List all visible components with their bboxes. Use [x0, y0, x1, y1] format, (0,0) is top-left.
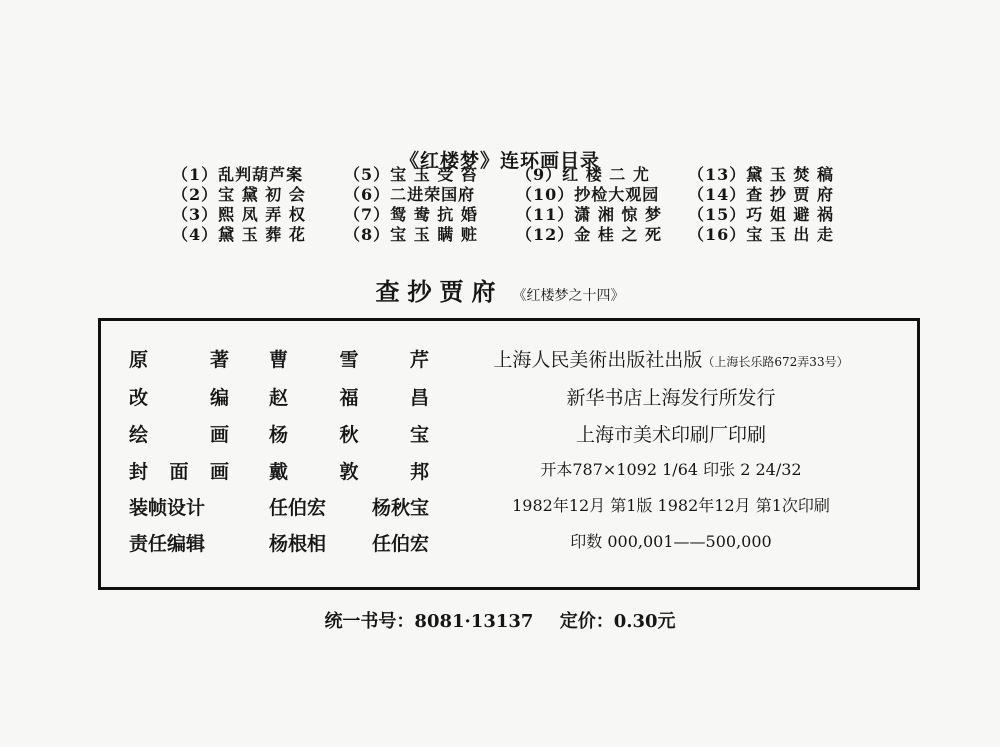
catalog-item: （4）黛 玉 葬 花 — [172, 225, 306, 244]
series-catalog — [172, 166, 862, 244]
price: 定价：0.30元 — [559, 611, 676, 632]
distributor: 新华书店上海发行所发行 — [566, 387, 776, 409]
credit-role: 封 面 画 — [129, 461, 229, 483]
catalog-item: （8）宝 玉 瞒 赃 — [344, 225, 478, 244]
credit-row — [101, 420, 917, 456]
credit-person: 曹 雪 芹 — [269, 349, 429, 371]
colophon-box — [98, 318, 920, 590]
catalog-item: （14）查 抄 贾 府 — [688, 185, 834, 204]
book-title: 查抄贾府 — [375, 277, 504, 306]
catalog-item: （12）金 桂 之 死 — [516, 225, 662, 244]
printer: 上海市美术印刷厂印刷 — [575, 424, 766, 446]
credit-row — [101, 383, 917, 419]
catalog-item: （2）宝 黛 初 会 — [172, 185, 306, 204]
edition-info: 1982年12月 第1版 1982年12月 第1次印刷 — [512, 496, 830, 515]
catalog-item: （11）潇 湘 惊 梦 — [516, 205, 662, 224]
series-catalog-title: 《红楼梦》连环画目录 — [399, 150, 600, 172]
credit-row — [101, 529, 917, 565]
credit-person: 戴 敦 邦 — [269, 461, 429, 483]
catalog-item: （10）抄检大观园 — [516, 185, 660, 204]
catalog-item: （16）宝 玉 出 走 — [688, 225, 834, 244]
book-format: 开本787×1092 1/64 印张 2 24/32 — [540, 460, 802, 479]
catalog-item: （6）二进荣国府 — [344, 185, 476, 204]
credit-person: 赵 福 昌 — [269, 387, 429, 409]
publisher-address: （上海长乐路672弄33号） — [702, 355, 849, 369]
credit-role: 绘 画 — [129, 424, 229, 446]
print-run: 印数 000,001——500,000 — [570, 532, 772, 551]
credit-row — [101, 345, 917, 381]
credit-role: 装帧设计 — [129, 497, 206, 519]
credit-role: 改 编 — [129, 387, 229, 409]
footer-line — [0, 607, 1000, 633]
book-title-line — [0, 272, 1000, 307]
catalog-item: （9）红 楼 二 尤 — [516, 165, 650, 184]
credit-row — [101, 457, 917, 493]
credit-person: 任伯宏 杨秋宝 — [269, 497, 429, 519]
book-number: 统一书号：8081·13137 — [324, 611, 534, 632]
catalog-item: （13）黛 玉 焚 稿 — [688, 165, 834, 184]
publisher: 上海人民美術出版社出版 — [493, 349, 703, 371]
credit-person: 杨 秋 宝 — [269, 424, 429, 446]
catalog-item: （5）宝 玉 受 笞 — [344, 165, 478, 184]
credit-row — [101, 493, 917, 529]
credit-person: 杨根相 任伯宏 — [269, 533, 429, 555]
catalog-item: （7）鸳 鸯 抗 婚 — [344, 205, 478, 224]
credit-role: 原 著 — [129, 349, 229, 371]
credit-role: 责任编辑 — [129, 533, 206, 555]
catalog-item: （15）巧 姐 避 祸 — [688, 205, 834, 224]
catalog-item: （3）熙 凤 弄 权 — [172, 205, 306, 224]
book-subtitle: 《红楼梦之十四》 — [512, 288, 625, 304]
publisher-line — [451, 345, 891, 372]
catalog-item: （1）乱判葫芦案 — [172, 165, 304, 184]
